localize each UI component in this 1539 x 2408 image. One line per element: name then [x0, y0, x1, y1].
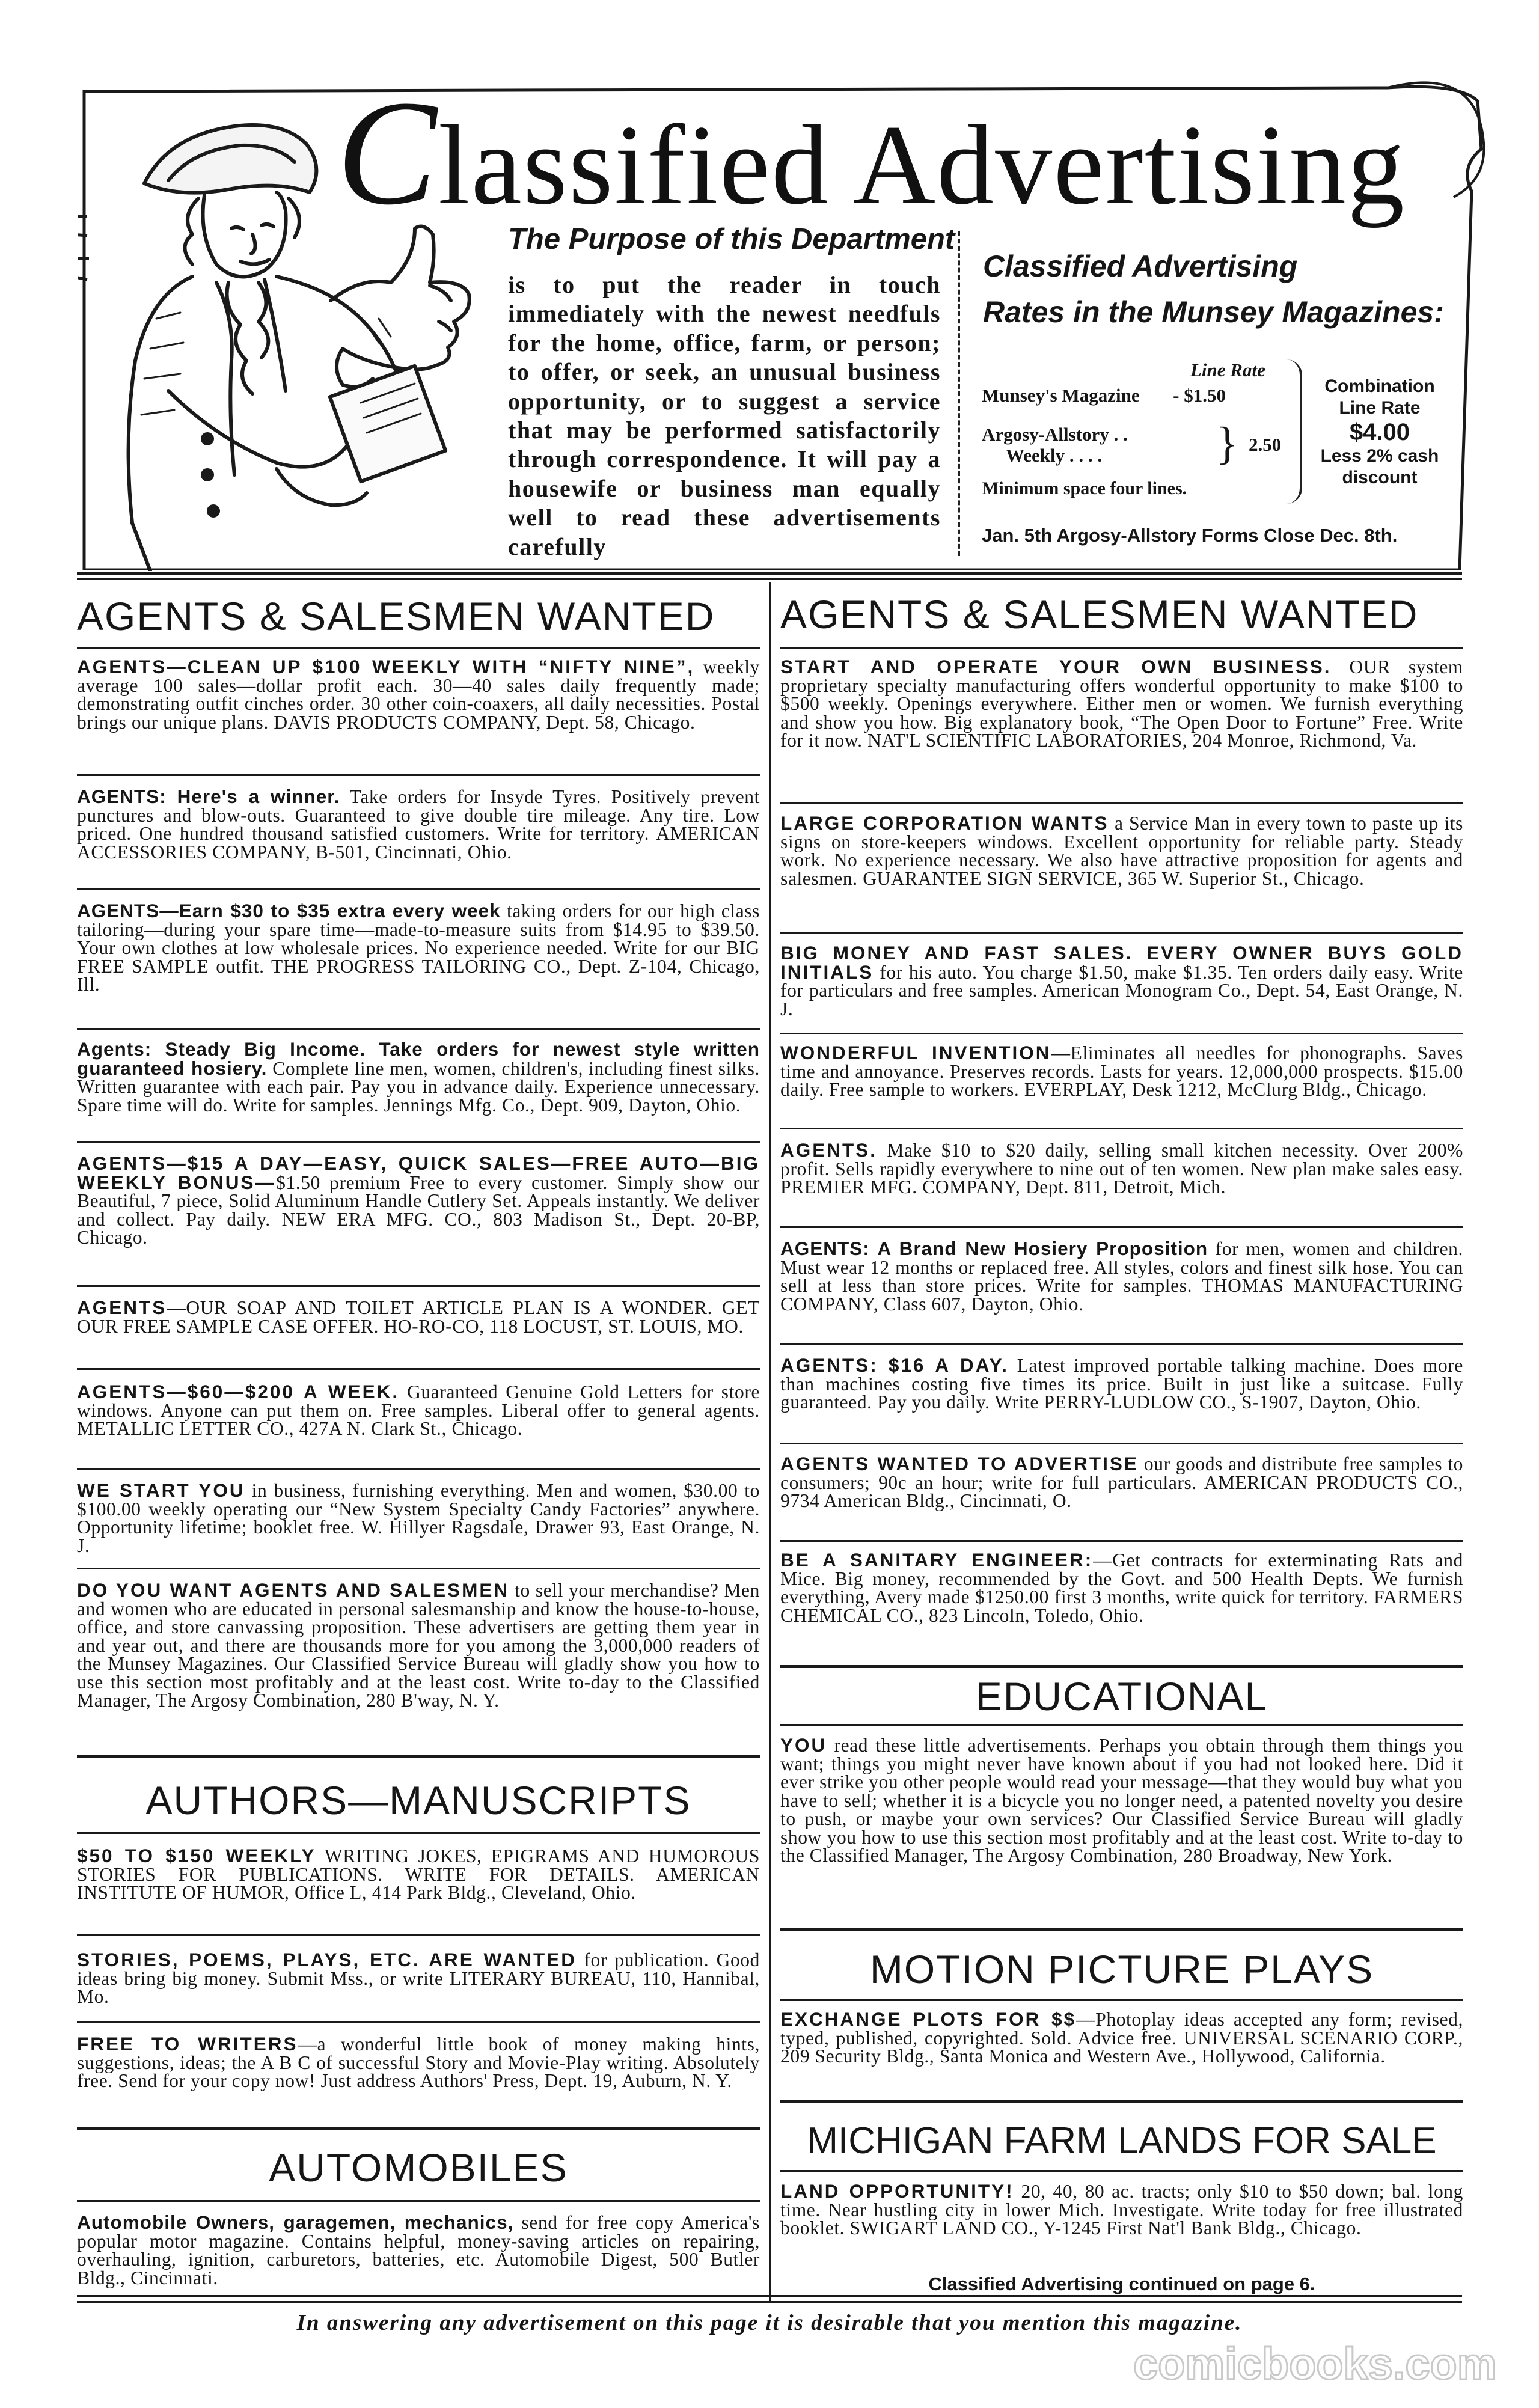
classified-ad: AGENTS: A Brand New Hosiery Proposition for men, women and children. Must wear 12 months or replaced free. All styles, colors and finest silk hose. You can sell at less than store prices. Write for samples. THOMAS MANUFACTURING COMPANY, Class 607, Dayton, Ohio. — [780, 1238, 1463, 1315]
argosy-label-2: Weekly . . . . — [1006, 445, 1103, 466]
left-heading-automobiles: AUTOMOBILES — [269, 2145, 568, 2190]
continued-note: Classified Advertising continued on page 6. — [928, 2273, 1315, 2294]
classified-ad: AGENTS. Make $10 to $20 daily, selling small kitchen necessity. Over 200% profit. Sells rapidly everywhere to nine out of ten women. New plan make sales easy. PREMIER MFG. COMPANY, Dept. 811, Detroit, Mich. — [780, 1139, 1463, 1197]
combination-label: Combination — [1324, 376, 1435, 396]
classified-ad: STORIES, POEMS, PLAYS, ETC. ARE WANTED for publication. Good ideas bring big money. Submit Mss., or write LITERARY BUREAU, 110, Hannibal, Mo. — [77, 1949, 760, 2007]
rule — [780, 2100, 1463, 2103]
purpose-heading: The Purpose of this Department — [508, 223, 955, 255]
argosy-label-1: Argosy-Allstory . . — [982, 424, 1128, 445]
classified-ad: AGENTS—$60—$200 A WEEK. Guaranteed Genuine Gold Letters for store windows. Anyone can put them on. Free samples. Liberal offer to general agents. METALLIC LETTER CO., 427A N. Clark St., Chicago. — [77, 1381, 760, 1439]
footer-mention-note: In answering any advertisement on this page it is desirable that you mention this magazine. — [296, 2311, 1243, 2335]
footer-rule — [77, 2295, 1462, 2297]
classified-ad: FREE TO WRITERS—a wonderful little book of money making hints, suggestions, ideas; the A B C of successful Story and Movie-Play writing. Absolutely free. Send for your copy now! Just address Authors' Press, Dept. 19, Auburn, N. Y. — [77, 2033, 760, 2091]
rule — [780, 802, 1463, 804]
rule — [77, 774, 760, 776]
combination-discount: Less 2% cash — [1320, 446, 1439, 466]
rule — [77, 1568, 760, 1569]
classified-ad: Agents: Steady Big Income. Take orders for newest style written guaranteed hosiery. Complete line men, women, children's, including finest silks. Written guarantee with each pair. Pay you in advance daily. Experience unnecessary. Spare time will do. Write for samples. Jennings Mfg. Co., Dept. 909, Dayton, Ohio. — [77, 1038, 760, 1116]
classified-ad: WONDERFUL INVENTION—Eliminates all needles for phonographs. Saves time and annoyance. Preserves records. Lasts for years. 12,000,000 prospects. $15.00 daily. Free sample to workers. EVERPLAY, Desk 1212, McClurg Bldg., Chicago. — [780, 1042, 1463, 1100]
rates-title — [983, 243, 1452, 335]
rule — [77, 1468, 760, 1470]
classified-ad: LAND OPPORTUNITY! 20, 40, 80 ac. tracts; only $10 to $50 down; bal. long time. Near hustling city in lower Mich. Investigate. Write today for free illustrated booklet. SWIGART LAND CO., Y-1245 First Nat'l Bank Bldg., Chicago. — [780, 2180, 1463, 2238]
rule — [780, 1665, 1463, 1668]
rule — [780, 1226, 1463, 1228]
watermark-text: comicbooks.com — [1133, 2339, 1497, 2389]
rule — [780, 1999, 1463, 2001]
page-title: Classified Advertising — [337, 70, 1406, 236]
argosy-rate: 2.50 — [1249, 434, 1282, 455]
rule — [77, 2127, 760, 2130]
rule — [780, 1724, 1463, 1726]
classified-ad: AGENTS: Here's a winner. Take orders for Insyde Tyres. Positively prevent punctures and blow-outs. Guaranteed to give double tire mileage. Any tire. Low priced. One hundred thousand satisfied customers. Write for territory. AMERICAN ACCESSORIES COMPANY, B-501, Cincinnati, Ohio. — [77, 786, 760, 863]
rates-divider — [958, 231, 960, 556]
classified-ad: $50 TO $150 WEEKLY WRITING JOKES, EPIGRAMS AND HUMOROUS STORIES FOR PUBLICATIONS. WRITE FOR DETAILS. AMERICAN INSTITUTE OF HUMOR, Office L, 414 Park Bldg., Cleveland, Ohio. — [77, 1845, 760, 1903]
combination-sublabel: Line Rate — [1339, 398, 1421, 418]
rates-title-line1: Classified Advertising — [983, 249, 1298, 283]
combination-discount-word: discount — [1342, 468, 1418, 487]
rule — [77, 1368, 760, 1370]
combination-price: $4.00 — [1349, 419, 1410, 445]
munsey-label: Munsey's Magazine — [982, 385, 1140, 406]
rule — [77, 2021, 760, 2023]
forms-close-note: Jan. 5th Argosy-Allstory Forms Close Dec. 8th. — [982, 525, 1398, 546]
left-heading-agents: AGENTS & SALESMEN WANTED — [77, 594, 715, 638]
header-rule — [77, 572, 1462, 575]
rule — [780, 2170, 1463, 2172]
combination-rate-box — [1305, 376, 1455, 489]
right-heading-michigan: MICHIGAN FARM LANDS FOR SALE — [807, 2120, 1437, 2162]
combination-brace-icon — [1287, 359, 1302, 504]
right-heading-agents: AGENTS & SALESMEN WANTED — [780, 592, 1419, 637]
header-rule-thin — [77, 578, 1462, 580]
classified-ad: AGENTS—OUR SOAP AND TOILET ARTICLE PLAN IS A WONDER. GET OUR FREE SAMPLE CASE OFFER. HO-RO-CO, 118 LOCUST, ST. LOUIS, MO. — [77, 1297, 760, 1337]
rule — [780, 1343, 1463, 1345]
classified-ad: BIG MONEY AND FAST SALES. EVERY OWNER BUYS GOLD INITIALS for his auto. You charge $1.50, make $1.35. Ten orders daily easy. Write for particulars and free samples. American Monogram Co., Dept. 54, East Orange, N. J. — [780, 942, 1463, 1019]
classified-ad: AGENTS—$15 A DAY—EASY, QUICK SALES—FREE AUTO—BIG WEEKLY BONUS—$1.50 premium Free to every customer. Simply show our Beautiful, 7 piece, Solid Aluminum Handle Cutlery Set. Appeals instantly. We deliver and collect. Pay daily. NEW ERA MFG. CO., 803 Madison St., Dept. 20-BP, Chicago. — [77, 1152, 760, 1248]
rule — [77, 1285, 760, 1287]
rates-title-line2: Rates in the Munsey Magazines: — [983, 295, 1444, 329]
rule — [780, 1033, 1463, 1034]
munsey-rate-row — [982, 385, 1294, 406]
purpose-body: is to put the reader in touch immediately with the newest needfuls for the home, office, farm, or person; to offer, or seek, an unusual business opportunity, or to suggest a service that may be performed satisfactorily through correspondence. It will pay a housewife or business man equally well to read these advertisements carefully — [508, 271, 941, 560]
classified-ad: YOU read these little advertisements. Perhaps you obtain through them things you want; things you might never have known about if you had not looked here. Did it ever strike you other people would read your message—that they would buy what you have to sell; whether it is a bicycle you no longer need, a patented novelty you desire to push, or maybe your own services? Our Classified Service Bureau will gladly show you how to use this section most profitably and at the least cost. Write to-day to the Classified Manager, The Argosy Combination, 280 Broadway, New York. — [780, 1734, 1463, 1866]
classified-ad: START AND OPERATE YOUR OWN BUSINESS. OUR system proprietary specialty manufacturing offers wonderful opportunity to make $100 to $500 weekly. Openings everywhere. Either men or women. We furnish everything and show you how. Big explanatory book, “The Open Door to Fortune” Free. Write for it now. NAT'L SCIENTIFIC LABORATORIES, 204 Monroe, Richmond, Va. — [780, 656, 1464, 751]
rule — [780, 647, 1463, 649]
rule — [780, 1928, 1463, 1931]
rule — [77, 1934, 760, 1936]
rule — [77, 2200, 760, 2202]
rule — [77, 1141, 760, 1143]
column-divider — [769, 582, 771, 2301]
right-heading-motion: MOTION PICTURE PLAYS — [869, 1947, 1374, 1991]
right-heading-educational: EDUCATIONAL — [975, 1674, 1268, 1719]
rule — [780, 1443, 1463, 1444]
watermark-logo — [1130, 2332, 1515, 2392]
classified-ad: AGENTS: $16 A DAY. Latest improved portable talking machine. Does more than machines costing five times its price. Built in just like a suitcase. Fully guaranteed. Pay you daily. Write PERRY-LUDLOW CO., S-1907, Dayton, Ohio. — [780, 1354, 1463, 1413]
classified-ad: AGENTS—Earn $30 to $35 extra every week taking orders for our high class tailoring—during your spare time—made-to-measure suits from $14.95 to $39.50. Your own clothes at low wholesale prices. No experience needed. Write for our BIG FREE SAMPLE outfit. THE PROGRESS TAILORING CO., Dept. Z-104, Chicago, Ill. — [77, 900, 760, 995]
rule — [780, 1540, 1463, 1542]
rule — [77, 1028, 760, 1030]
classified-ad: EXCHANGE PLOTS FOR $$—Photoplay ideas accepted any form; revised, typed, published, copyrighted. Sold. Advice free. UNIVERSAL SCENARIO CORP., 209 Security Bldg., Santa Monica and Western Ave., Hollywood, California. — [780, 2008, 1463, 2067]
footer-rule-thin — [77, 2301, 1462, 2303]
rule — [77, 647, 760, 649]
rule — [77, 888, 760, 890]
left-heading-authors: AUTHORS—MANUSCRIPTS — [145, 1778, 691, 1823]
classified-ad: DO YOU WANT AGENTS AND SALESMEN to sell your merchandise? Men and women who are educated in personal salesmanship and know the house-to-house, office, and store canvassing proposition. These advertisers are getting them year in and year out, and there are thousands more for you among the 3,000,000 readers of the Munsey Magazines. Our Classified Service Bureau will gladly show you how to use this section most profitably and at the least cost. Write to-day to the Classified Manager, The Argosy Combination, 280 B'way, N. Y. — [77, 1579, 760, 1711]
rule — [780, 932, 1463, 934]
classified-ad: LARGE CORPORATION WANTS a Service Man in every town to paste up its signs on store-keepers windows. Excellent opportunity for reliable party. Steady work. No experience necessary. We also have attractive proposition for agents and salesmen. GUARANTEE SIGN SERVICE, 365 W. Superior St., Chicago. — [780, 812, 1463, 889]
minimum-space-note: Minimum space four lines. — [982, 478, 1187, 498]
classified-ad: AGENTS—CLEAN UP $100 WEEKLY WITH “NIFTY NINE”, weekly average 100 sales—dollar profit each. 30—40 sales daily frequently made; demonstrating outfit cinches order. 30 other coin-coaxers, all daily necessities. Postal brings our unique plans. DAVIS PRODUCTS COMPANY, Dept. 58, Chicago. — [77, 656, 760, 733]
rule — [77, 1832, 760, 1834]
munsey-rate: - $1.50 — [1173, 385, 1226, 406]
classified-ad: AGENTS WANTED TO ADVERTISE our goods and distribute free samples to consumers; 90c an hour; write for full particulars. AMERICAN PRODUCTS CO., 9734 American Bldg., Cincinnati, O. — [780, 1453, 1463, 1511]
classified-ad: BE A SANITARY ENGINEER:—Get contracts for exterminating Rats and Mice. Big money, recommended by the Govt. and 500 Health Depts. We furnish everything, Avery made $1250.00 first 3 months, write quick for territory. FARMERS CHEMICAL CO., 823 Lincoln, Toledo, Ohio. — [780, 1549, 1464, 1626]
rule — [780, 1128, 1463, 1129]
classified-ad: Automobile Owners, garagemen, mechanics, send for free copy America's popular motor magazine. Contains helpful, money-saving articles on repairing, overhauling, ignition, carburetors, batteries, etc. Automobile Digest, 500 Butler Bldg., Cincinnati. — [77, 2211, 760, 2288]
rule — [77, 1755, 760, 1758]
argosy-brace-icon: } — [1216, 418, 1238, 469]
classified-ad: WE START YOU in business, furnishing everything. Men and women, $30.00 to $100.00 weekly operating our “New System Specialty Candy Factories” anywhere. Opportunity lifetime; booklet free. W. Hillyer Ragsdale, Drawer 93, East Orange, N. J. — [77, 1479, 760, 1556]
line-rate-label: Line Rate — [1190, 359, 1265, 380]
